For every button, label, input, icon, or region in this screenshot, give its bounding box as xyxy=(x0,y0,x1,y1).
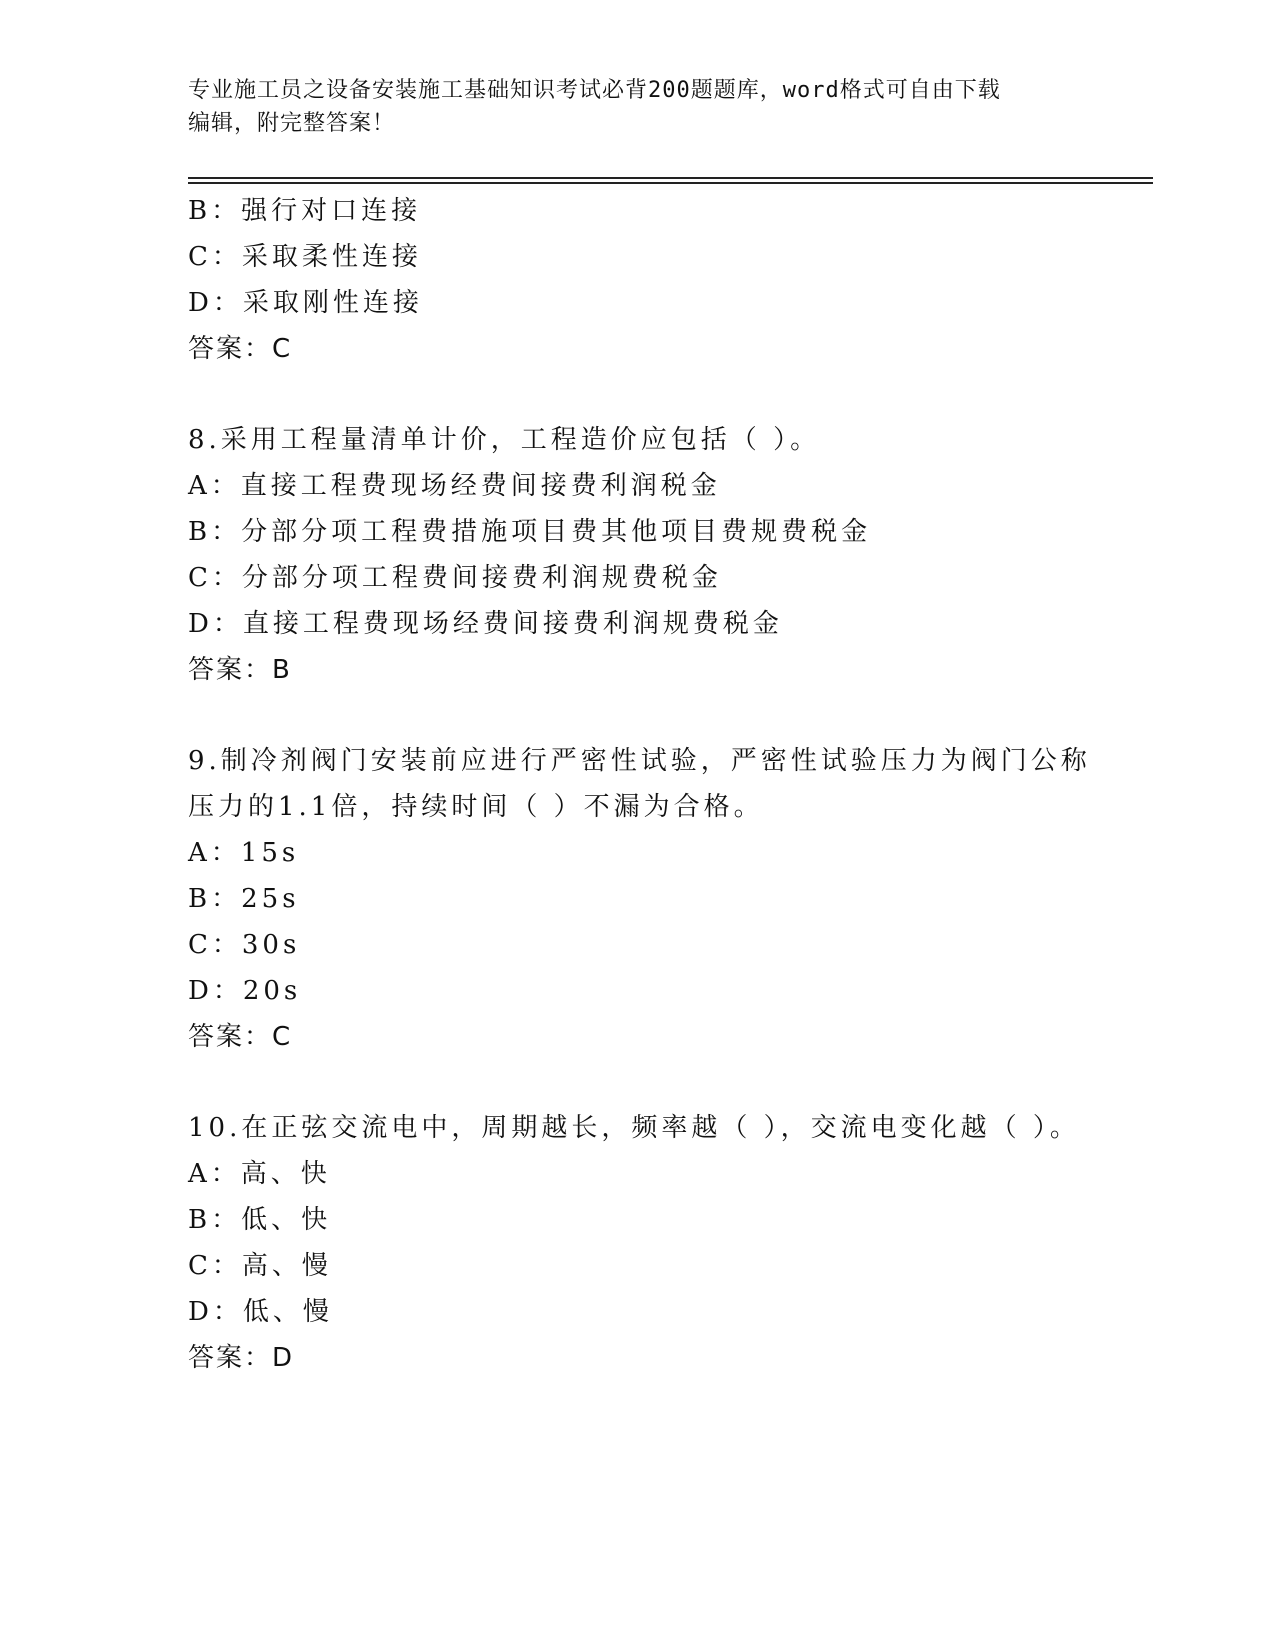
option-d: D：20s xyxy=(188,976,302,1006)
question-list xyxy=(188,188,1138,1381)
option-d: D：采取刚性连接 xyxy=(188,288,423,318)
option-c: C：采取柔性连接 xyxy=(188,242,422,272)
document-header xyxy=(188,74,1088,140)
spacer xyxy=(188,1060,1138,1105)
option-d: D：低、慢 xyxy=(188,1297,333,1327)
option-a: A：15s xyxy=(188,838,300,868)
option-a: A：直接工程费现场经费间接费利润税金 xyxy=(188,471,721,501)
question-text: 10.在正弦交流电中，周期越长，频率越（ ），交流电变化越（ ）。 xyxy=(188,1113,1080,1143)
option-b: B：25s xyxy=(188,884,300,914)
option-c: C：分部分项工程费间接费利润规费税金 xyxy=(188,563,722,593)
option-c: C：30s xyxy=(188,930,301,960)
question-7-tail xyxy=(188,188,1138,372)
answer: 答案：D xyxy=(188,1343,295,1373)
question-9 xyxy=(188,738,1138,1060)
answer: 答案：B xyxy=(188,655,292,685)
option-d: D：直接工程费现场经费间接费利润规费税金 xyxy=(188,609,783,639)
answer: 答案：C xyxy=(188,1022,293,1052)
question-8 xyxy=(188,417,1138,693)
question-text: 8.采用工程量清单计价，工程造价应包括（ ）。 xyxy=(188,425,821,455)
spacer xyxy=(188,372,1138,417)
option-b: B：强行对口连接 xyxy=(188,196,422,226)
question-10 xyxy=(188,1105,1138,1381)
spacer xyxy=(188,693,1138,738)
option-c: C：高、慢 xyxy=(188,1251,332,1281)
option-a: A：高、快 xyxy=(188,1159,331,1189)
question-text-line-2: 压力的1.1倍，持续时间（ ）不漏为合格。 xyxy=(188,792,764,822)
option-b: B：低、快 xyxy=(188,1205,332,1235)
header-divider-top xyxy=(188,177,1153,179)
answer: 答案：C xyxy=(188,334,293,364)
header-line-2: 编辑，附完整答案！ xyxy=(188,111,396,136)
question-text-line-1: 9.制冷剂阀门安装前应进行严密性试验，严密性试验压力为阀门公称 xyxy=(188,746,1091,776)
header-line-1: 专业施工员之设备安装施工基础知识考试必背200题题库，word格式可自由下载 xyxy=(188,78,1001,103)
header-divider-bottom xyxy=(188,182,1153,184)
option-b: B：分部分项工程费措施项目费其他项目费规费税金 xyxy=(188,517,872,547)
